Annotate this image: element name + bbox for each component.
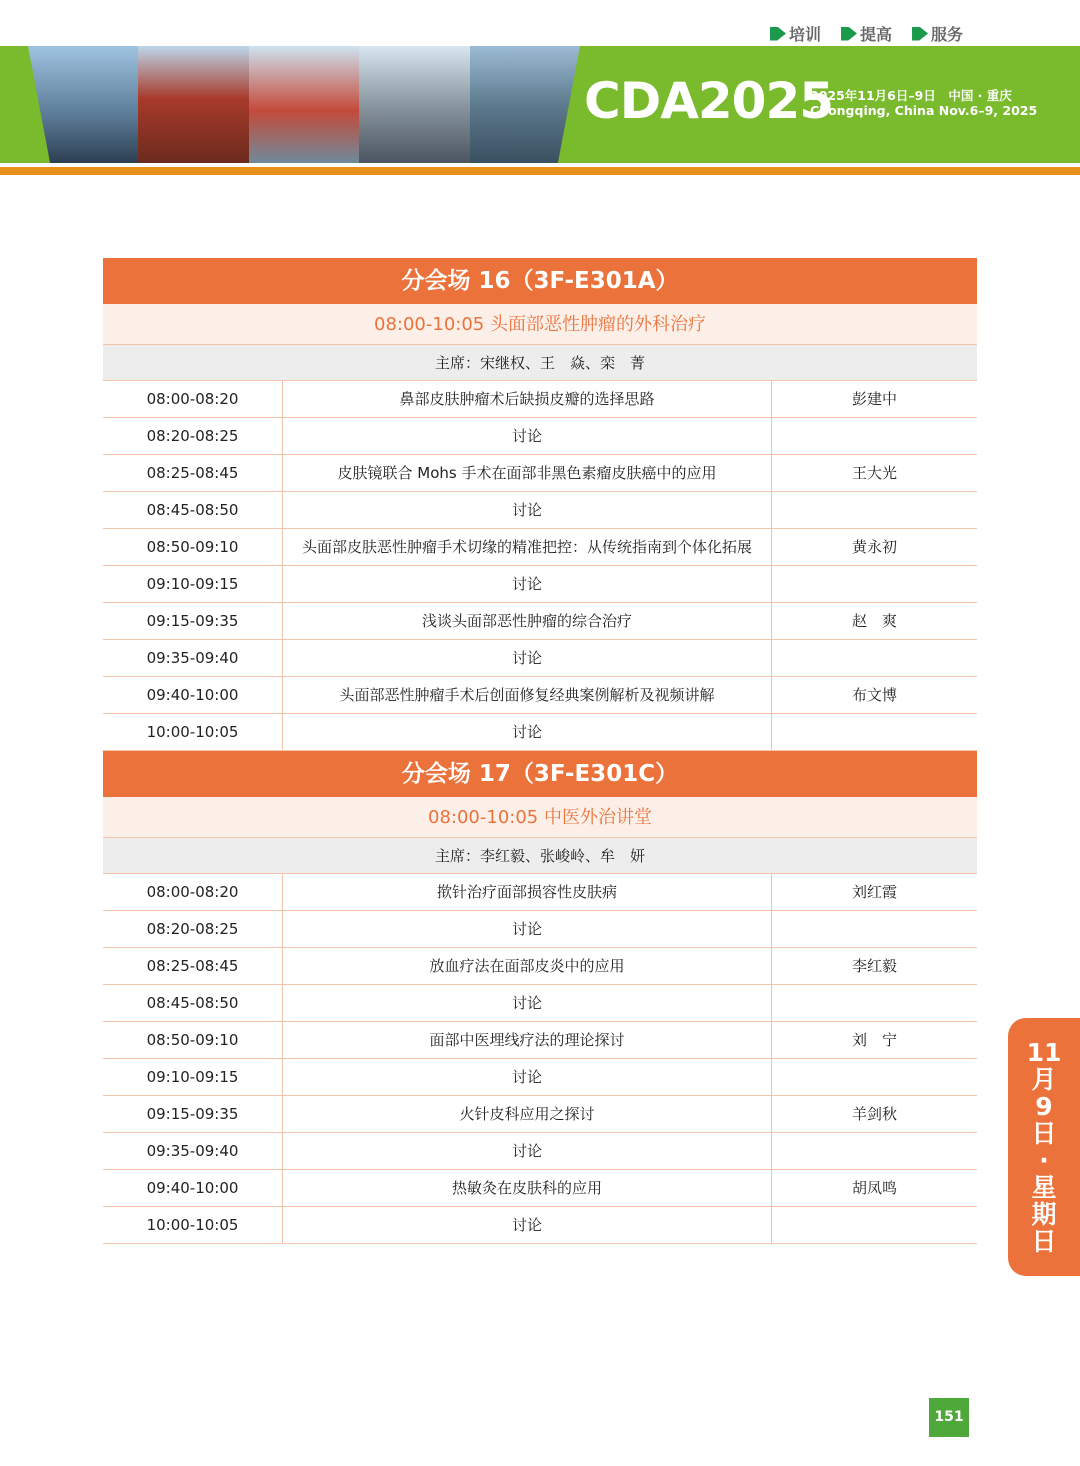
- table-row: [103, 911, 977, 948]
- side-tab-char: 日: [1031, 1227, 1057, 1256]
- topic-cell: 讨论: [283, 1059, 772, 1095]
- topic-cell: 讨论: [283, 911, 772, 947]
- speaker-cell: 赵 爽: [851, 612, 897, 630]
- speaker-cell: [772, 1133, 977, 1169]
- session-chairs: 主席：宋继权、王 焱、栾 菁: [103, 345, 977, 381]
- time-cell: 10:00-10:05: [103, 714, 283, 750]
- time-cell: 09:40-10:00: [103, 1170, 283, 1206]
- table-row: [103, 677, 977, 714]
- time-cell: 09:15-09:35: [103, 1096, 283, 1132]
- topic-cell: 头面部皮肤恶性肿瘤手术切缘的精准把控：从传统指南到个体化拓展: [283, 529, 772, 565]
- table-row: [103, 1170, 977, 1207]
- arrow-icon: [912, 27, 928, 41]
- side-tab-char: 月: [1031, 1065, 1057, 1094]
- time-cell: 09:10-09:15: [103, 566, 283, 602]
- topic-cell: 揿针治疗面部损容性皮肤病: [283, 874, 772, 910]
- table-row: [103, 455, 977, 492]
- time-cell: 08:20-08:25: [103, 418, 283, 454]
- date-cn: 2025年11月6日–9日 中国 · 重庆: [810, 88, 1012, 103]
- topic-cell: 讨论: [283, 418, 772, 454]
- table-row: [103, 1059, 977, 1096]
- side-tab-char: 11: [1026, 1038, 1062, 1067]
- session-17: [103, 751, 977, 1244]
- table-row: [103, 874, 977, 911]
- table-row: [103, 529, 977, 566]
- table-row: [103, 566, 977, 603]
- topic-cell: 头面部恶性肿瘤手术后创面修复经典案例解析及视频讲解: [283, 677, 772, 713]
- time-cell: 09:35-09:40: [103, 1133, 283, 1169]
- nav-label: 服务: [931, 25, 964, 44]
- time-cell: 08:50-09:10: [103, 1022, 283, 1058]
- topic-cell: 讨论: [283, 714, 772, 750]
- table-row: [103, 714, 977, 751]
- logo: CDA2025: [584, 72, 834, 130]
- nav-item: [912, 22, 963, 45]
- table-row: [103, 1096, 977, 1133]
- date-en: Chongqing, China Nov.6–9, 2025: [810, 103, 1038, 118]
- topic-cell: 讨论: [283, 985, 772, 1021]
- table-row: [103, 381, 977, 418]
- table-row: [103, 948, 977, 985]
- arrow-icon: [841, 27, 857, 41]
- page-number: 151: [929, 1398, 969, 1437]
- session-chairs: 主席：李红毅、张峻岭、牟 妍: [103, 838, 977, 874]
- time-cell: 10:00-10:05: [103, 1207, 283, 1243]
- table-row: [103, 492, 977, 529]
- nav-label: 培训: [789, 25, 822, 44]
- time-cell: 09:10-09:15: [103, 1059, 283, 1095]
- topic-cell: 讨论: [283, 566, 772, 602]
- top-nav: [770, 22, 963, 45]
- session-16: [103, 258, 977, 751]
- speaker-cell: 彭建中: [851, 390, 897, 408]
- nav-item: [770, 22, 821, 45]
- time-cell: 08:00-08:20: [103, 381, 283, 417]
- time-cell: 08:25-08:45: [103, 455, 283, 491]
- speaker-cell: [772, 985, 977, 1021]
- topic-cell: 放血疗法在面部皮炎中的应用: [283, 948, 772, 984]
- time-cell: 08:50-09:10: [103, 529, 283, 565]
- topic-cell: 浅谈头面部恶性肿瘤的综合治疗: [283, 603, 772, 639]
- time-cell: 08:20-08:25: [103, 911, 283, 947]
- time-cell: 09:40-10:00: [103, 677, 283, 713]
- speaker-cell: 李红毅: [851, 957, 897, 975]
- table-row: [103, 640, 977, 677]
- speaker-cell: [772, 714, 977, 750]
- topic-cell: 鼻部皮肤肿瘤术后缺损皮瓣的选择思路: [283, 381, 772, 417]
- topic-cell: 面部中医埋线疗法的理论探讨: [283, 1022, 772, 1058]
- speaker-cell: 王大光: [851, 464, 897, 482]
- divider: [0, 167, 1080, 175]
- time-cell: 09:35-09:40: [103, 640, 283, 676]
- session-topic: 08:00-10:05 中医外治讲堂: [103, 797, 977, 838]
- table-row: [103, 1022, 977, 1059]
- side-tab-char: 期: [1031, 1200, 1057, 1229]
- speaker-cell: [772, 1207, 977, 1243]
- side-tab-char: ·: [1039, 1146, 1049, 1175]
- table-row: [103, 603, 977, 640]
- arrow-icon: [770, 27, 786, 41]
- topic-cell: 讨论: [283, 1133, 772, 1169]
- speaker-cell: [772, 1059, 977, 1095]
- side-tab-char: 9: [1035, 1092, 1053, 1121]
- table-row: [103, 985, 977, 1022]
- speaker-cell: [772, 418, 977, 454]
- session-topic: 08:00-10:05 头面部恶性肿瘤的外科治疗: [103, 304, 977, 345]
- speaker-cell: 刘红霞: [851, 883, 897, 901]
- side-tab-char: 星: [1031, 1173, 1057, 1202]
- session-title: 分会场 16（3F-E301A）: [103, 258, 977, 304]
- speaker-cell: 刘 宁: [851, 1031, 897, 1049]
- topic-cell: 热敏灸在皮肤科的应用: [283, 1170, 772, 1206]
- speaker-cell: 羊剑秋: [851, 1105, 897, 1123]
- time-cell: 08:00-08:20: [103, 874, 283, 910]
- speaker-cell: 布文博: [851, 686, 897, 704]
- time-cell: 08:45-08:50: [103, 985, 283, 1021]
- speaker-cell: 黄永初: [851, 538, 897, 556]
- speaker-cell: 胡凤鸣: [851, 1179, 897, 1197]
- speaker-cell: [772, 640, 977, 676]
- city-photo-strip: [28, 46, 580, 163]
- speaker-cell: [772, 492, 977, 528]
- date-side-tab: [1008, 1018, 1080, 1276]
- side-tab-char: 日: [1031, 1119, 1057, 1148]
- speaker-cell: [772, 911, 977, 947]
- nav-item: [841, 22, 892, 45]
- time-cell: 09:15-09:35: [103, 603, 283, 639]
- topic-cell: 讨论: [283, 1207, 772, 1243]
- topic-cell: 讨论: [283, 492, 772, 528]
- table-row: [103, 1207, 977, 1244]
- time-cell: 08:45-08:50: [103, 492, 283, 528]
- topic-cell: 皮肤镜联合 Mohs 手术在面部非黑色素瘤皮肤癌中的应用: [283, 455, 772, 491]
- nav-label: 提高: [860, 25, 893, 44]
- session-title: 分会场 17（3F-E301C）: [103, 751, 977, 797]
- time-cell: 08:25-08:45: [103, 948, 283, 984]
- table-row: [103, 1133, 977, 1170]
- speaker-cell: [772, 566, 977, 602]
- table-row: [103, 418, 977, 455]
- event-dates: [810, 88, 1037, 118]
- topic-cell: 火针皮科应用之探讨: [283, 1096, 772, 1132]
- topic-cell: 讨论: [283, 640, 772, 676]
